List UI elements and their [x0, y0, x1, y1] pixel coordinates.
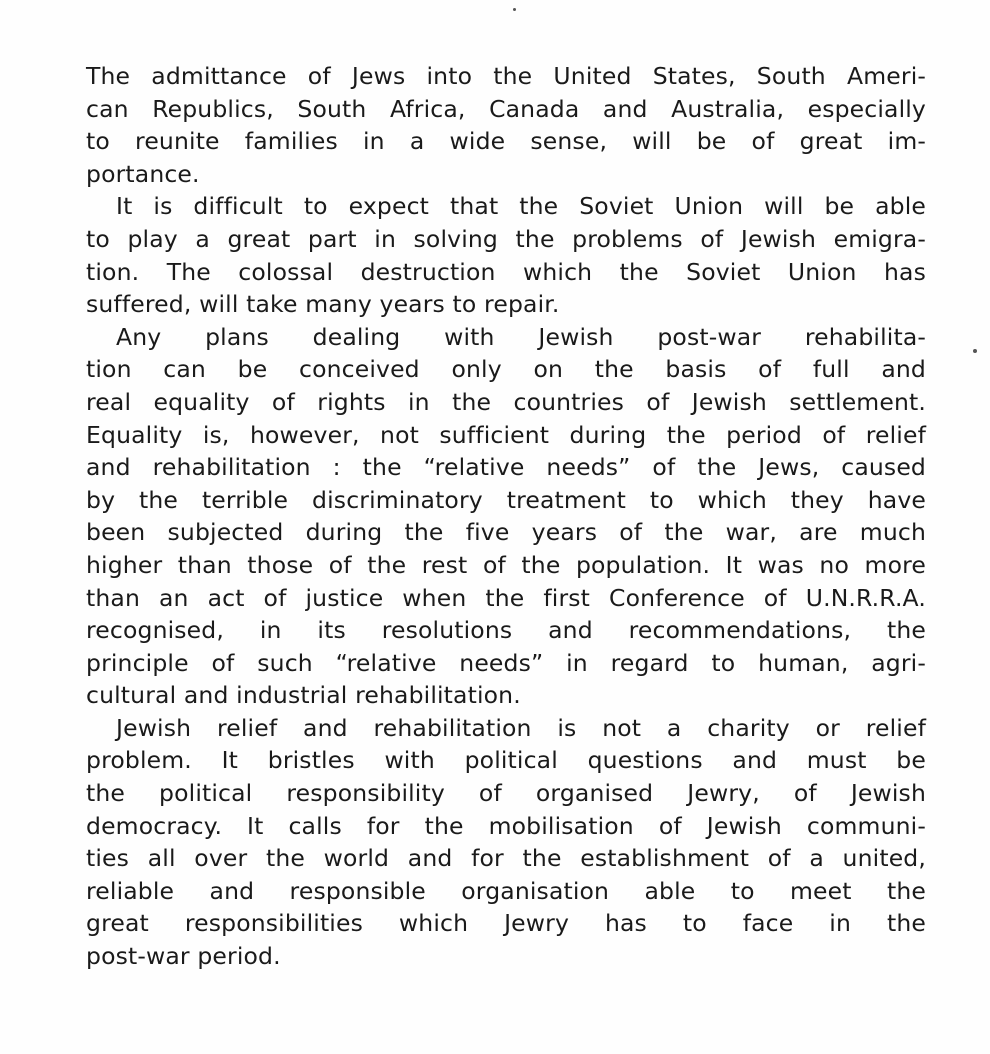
text-line: real equality of rights in the countries of Jewish settlement.	[86, 387, 926, 416]
text-line: tion. The colossal destruction which the Soviet Union has	[86, 257, 926, 286]
text-line: great responsibilities which Jewry has to face in the	[86, 909, 926, 938]
text-line: Jewish relief and rehabilitation is not a charity or relief	[116, 713, 926, 742]
text-line: been subjected during the five years of the war, are much	[86, 518, 926, 547]
text-line: the political responsibility of organised Jewry, of Jewish	[86, 779, 926, 808]
text-line: democracy. It calls for the mobilisation of Jewish communi-	[86, 811, 926, 840]
text-line: Equality is, however, not sufficient during the period of relief	[86, 420, 926, 449]
paragraph	[86, 321, 926, 712]
text-line: to play a great part in solving the problems of Jewish emigra-	[86, 224, 926, 253]
text-line: reliable and responsible organisation able to meet the	[86, 876, 926, 905]
text-line: to reunite families in a wide sense, will be of great im-	[86, 127, 926, 156]
text-line: suffered, will take many years to repair.	[86, 290, 560, 319]
text-line: portance.	[86, 159, 200, 188]
text-line: The admittance of Jews into the United States, South Ameri-	[86, 62, 926, 90]
print-speck	[973, 349, 977, 353]
text-line: problem. It bristles with political questions and must be	[86, 746, 926, 775]
text-line: post-war period.	[86, 942, 281, 971]
text-line: ties all over the world and for the establishment of a united,	[86, 844, 926, 873]
body-text	[86, 60, 926, 973]
text-line: recognised, in its resolutions and recommendations, the	[86, 616, 926, 645]
text-line: and rehabilitation : the “relative needs” of the Jews, caused	[86, 453, 926, 482]
paragraph	[86, 712, 926, 973]
paragraph	[86, 60, 926, 190]
paragraph	[86, 190, 926, 320]
text-line: than an act of justice when the first Conference of U.N.R.R.A.	[86, 583, 926, 612]
text-line: Any plans dealing with Jewish post-war rehabilita-	[116, 322, 926, 351]
text-line: can Republics, South Africa, Canada and Australia, especially	[86, 94, 926, 123]
text-line: principle of such “relative needs” in regard to human, agri-	[86, 648, 926, 677]
text-line: by the terrible discriminatory treatment to which they have	[86, 485, 926, 514]
text-line: It is difficult to expect that the Soviet Union will be able	[116, 192, 926, 221]
text-line: higher than those of the rest of the population. It was no more	[86, 550, 926, 579]
text-line: tion can be conceived only on the basis of full and	[86, 355, 926, 384]
text-line: cultural and industrial rehabilitation.	[86, 681, 521, 710]
print-speck	[513, 8, 516, 11]
